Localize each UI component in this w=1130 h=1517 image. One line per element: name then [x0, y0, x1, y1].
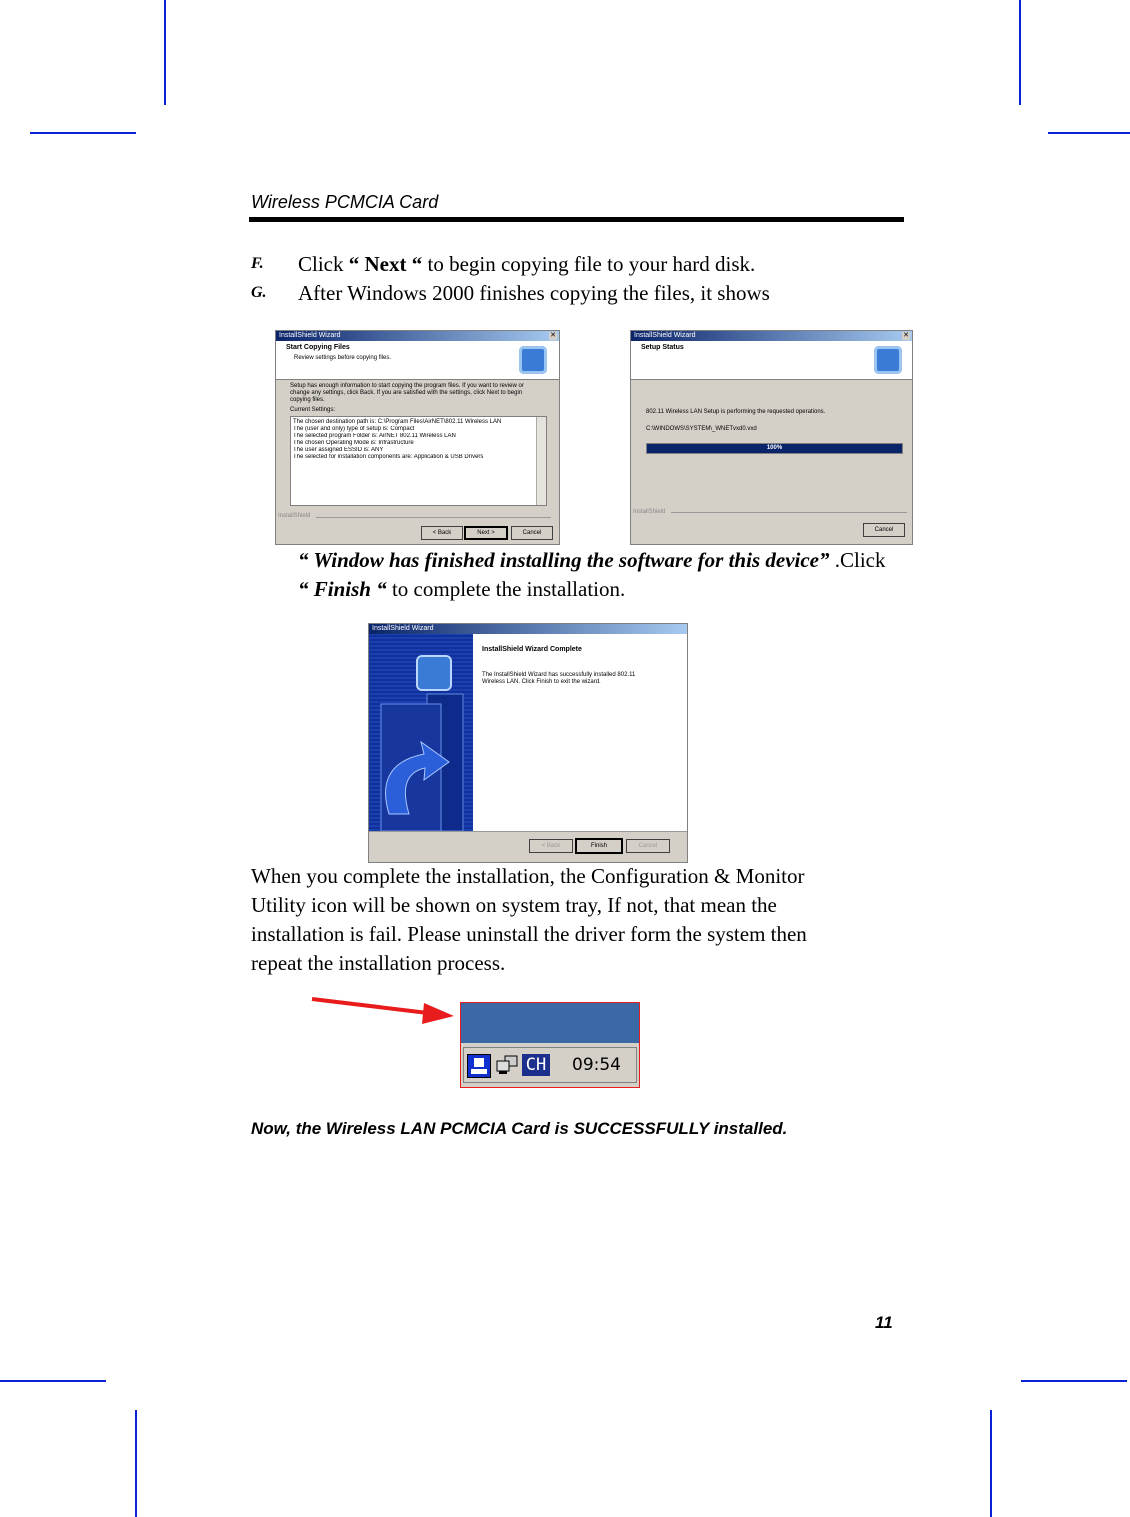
- installer-icon: [874, 346, 902, 374]
- next-button[interactable]: Next >: [464, 526, 508, 540]
- step-g: [251, 281, 891, 307]
- status-message: 802.11 Wireless LAN Setup is performing the requested operations.: [646, 409, 826, 415]
- arrow-icon: [310, 994, 460, 1034]
- dialog-titlebar: [369, 624, 687, 634]
- finished-quote: “ Window has finished installing the software for this device”: [298, 548, 830, 572]
- dialog-heading: InstallShield Wizard Complete: [482, 646, 582, 653]
- wizard-complete-dialog: [368, 623, 688, 863]
- settings-line: The chosen destination path is: C:\Program Files\AirNET\802.11 Wireless LAN: [293, 419, 502, 425]
- settings-line: The selected for installation components are: Application & USB Drivers: [293, 454, 484, 460]
- page-number: 11: [875, 1313, 893, 1332]
- settings-label: Current Settings:: [290, 407, 336, 413]
- progress-bar: [646, 443, 903, 454]
- dialog-title: InstallShield Wizard: [279, 332, 341, 339]
- page-header-title: Wireless PCMCIA Card: [251, 192, 439, 212]
- body-paragraph: When you complete the installation, the Configuration & Monitor Utility icon will be shown on system tray, If not, that mean the installation is fail. Please uninstall the driver form the system then repeat the installation process.: [251, 864, 807, 975]
- wizard-side-graphic: [369, 634, 473, 831]
- installer-graphic-icon: [369, 634, 473, 831]
- finish-button[interactable]: Finish: [575, 838, 623, 854]
- step-text-part: to begin copying file to your hard disk.: [422, 252, 756, 276]
- taskbar-tray: [463, 1047, 637, 1083]
- dialog-intro: Setup has enough information to start copying the program files. If you want to review or change any settings, click Back. If you are satisfied with the settings, click Next to begin copying files.: [290, 383, 524, 403]
- crop-mark: [135, 1410, 137, 1517]
- crop-mark: [990, 1410, 992, 1517]
- status-path: C:\WINDOWS\SYSTEM\_WNETvxd0.vxd: [646, 426, 757, 432]
- installshield-brand: InstallShield: [278, 513, 311, 519]
- crop-mark: [0, 1380, 106, 1382]
- dialog-subheading: Review settings before copying files.: [294, 355, 392, 361]
- settings-line: The user assigned ESSID is: ANY: [293, 447, 384, 453]
- dialog-titlebar: [631, 331, 912, 341]
- dialog-title: InstallShield Wizard: [372, 625, 434, 632]
- copy-files-dialog: [275, 330, 560, 545]
- dialog-title: InstallShield Wizard: [634, 332, 696, 339]
- crop-mark: [1048, 132, 1130, 134]
- crop-mark: [1021, 1380, 1127, 1382]
- setup-status-dialog: [630, 330, 913, 545]
- step-text: [298, 252, 755, 277]
- crop-mark: [30, 132, 136, 134]
- finished-rest: to complete the installation.: [386, 577, 626, 601]
- step-f: [251, 252, 891, 278]
- step-label: G.: [251, 284, 267, 301]
- back-button[interactable]: < Back: [529, 839, 573, 853]
- settings-listbox[interactable]: [290, 416, 547, 506]
- settings-line: The selected program Folder is: AirNET 802.11 Wireless LAN: [293, 433, 456, 439]
- progress-label: 100%: [766, 445, 783, 451]
- installer-icon: [519, 346, 547, 374]
- dialog-divider: [671, 512, 907, 513]
- dialog-heading: Setup Status: [641, 344, 684, 351]
- step-text: After Windows 2000 finishes copying the files, it shows: [298, 281, 770, 305]
- system-tray-screenshot: [460, 1002, 640, 1088]
- cancel-button[interactable]: Cancel: [863, 523, 905, 537]
- back-button[interactable]: < Back: [421, 526, 463, 540]
- header-rule: [249, 217, 904, 222]
- dialog-header: [276, 341, 559, 380]
- cancel-button[interactable]: Cancel: [626, 839, 670, 853]
- settings-line: The (user and only) type of setup is: Compact: [293, 426, 415, 432]
- close-icon[interactable]: ✕: [903, 332, 909, 339]
- monitor-icon: [468, 1055, 490, 1077]
- finish-keyword: “ Finish “: [298, 577, 387, 601]
- network-tray-icon[interactable]: [495, 1054, 521, 1076]
- scrollbar[interactable]: [536, 417, 546, 505]
- dialog-titlebar: [276, 331, 559, 341]
- dialog-header: [631, 341, 912, 380]
- finished-click: .Click: [829, 548, 886, 572]
- finished-text: [298, 546, 888, 604]
- next-keyword: “ Next “: [348, 252, 423, 276]
- tray-clock[interactable]: 09:54: [572, 1055, 621, 1075]
- close-icon[interactable]: ✕: [550, 332, 556, 339]
- installshield-brand: InstallShield: [633, 509, 666, 515]
- step-label: F.: [251, 255, 264, 272]
- step-text-part: Click: [298, 252, 349, 276]
- desktop-area: [461, 1003, 639, 1043]
- utility-tray-icon[interactable]: [467, 1054, 491, 1078]
- dialog-heading: Start Copying Files: [286, 344, 350, 351]
- crop-mark: [164, 0, 166, 105]
- cancel-button[interactable]: Cancel: [511, 526, 553, 540]
- complete-message: The InstallShield Wizard has successfully installed 802.11 Wireless LAN. Click Finish to exit the wizard.: [482, 672, 636, 685]
- success-note: Now, the Wireless LAN PCMCIA Card is SUCCESSFULLY installed.: [251, 1119, 788, 1138]
- language-indicator[interactable]: CH: [522, 1054, 550, 1076]
- network-icon: [495, 1054, 521, 1076]
- crop-mark: [1019, 0, 1021, 105]
- settings-line: The chosen Operating Mode is: Infrastructure: [293, 440, 414, 446]
- dialog-divider: [316, 517, 551, 518]
